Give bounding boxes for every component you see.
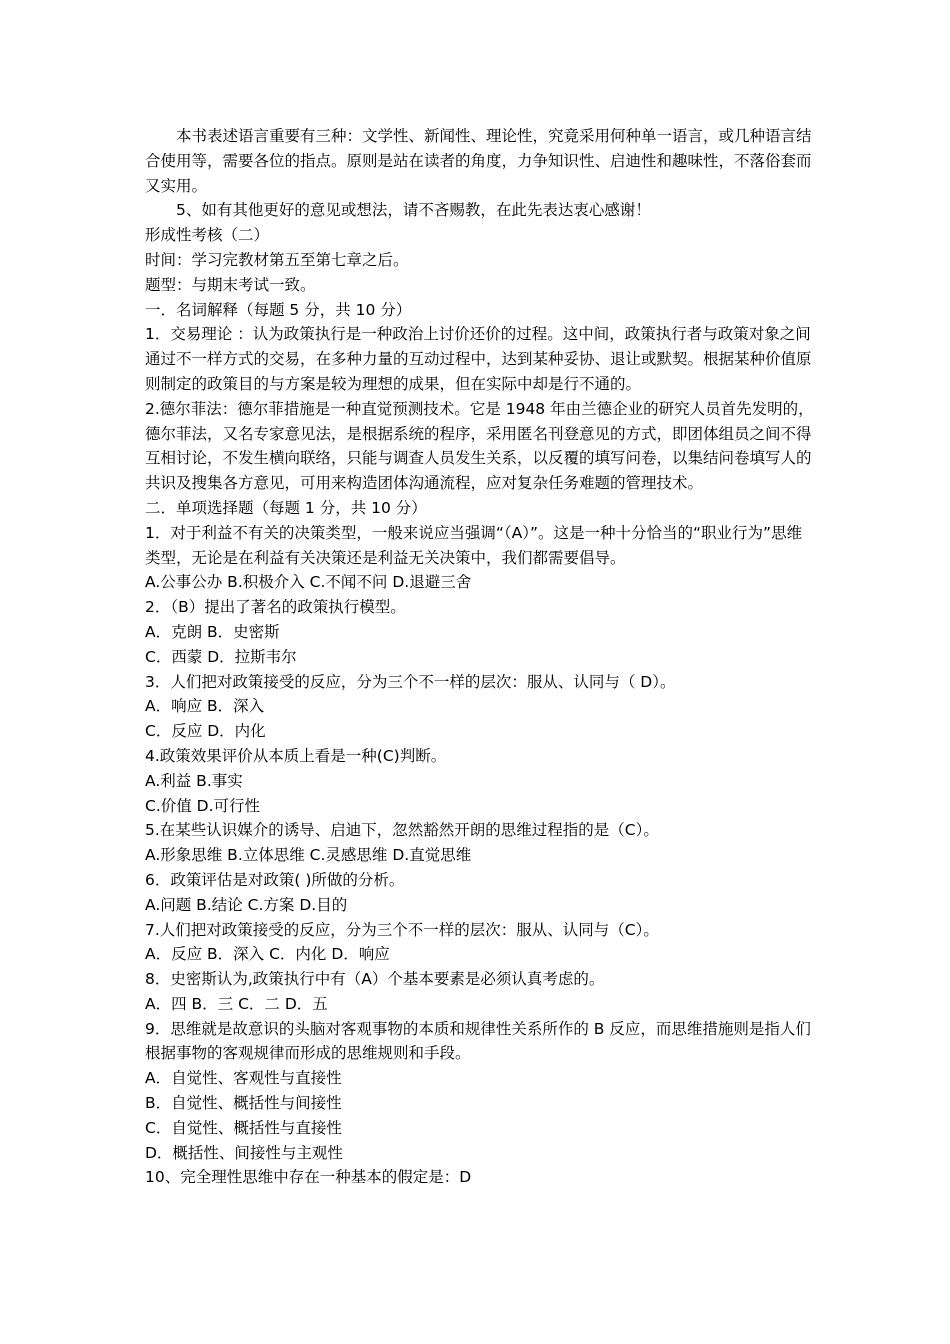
paragraph: A．自觉性、客观性与直接性 (145, 1069, 342, 1088)
paragraph: 8．史密斯认为,政策执行中有（A）个基本要素是必须认真考虑的。 (145, 970, 605, 989)
paragraph: 9．思维就是故意识的头脑对客观事物的本质和规律性关系所作的 B 反应，而思维措施则是指人们根据事物的客观规律而形成的思维规则和手段。 (145, 1019, 811, 1063)
paragraph: 1．对于利益不有关的决策类型，一般来说应当强调“（A）”。这是一种十分恰当的“职业行为”思维类型，无论是在利益有关决策还是利益无关决策中，我们都需要倡导。 (145, 523, 803, 567)
paragraph: C．自觉性、概括性与直接性 (145, 1118, 342, 1137)
paragraph: 形成性考核（二） (145, 226, 270, 245)
paragraph: A．克朗 B．史密斯 (145, 622, 280, 641)
paragraph: 5.在某些认识媒介的诱导、启迪下，忽然豁然开朗的思维过程指的是（C）。 (145, 821, 659, 840)
paragraph: C．西蒙 D．拉斯韦尔 (145, 647, 297, 666)
paragraph: 10、完全理性思维中存在一种基本的假定是：D (145, 1168, 472, 1187)
paragraph: 题型：与期末考试一致。 (145, 275, 316, 294)
paragraph: D．概括性、间接性与主观性 (145, 1143, 343, 1162)
paragraph: C．反应 D．内化 (145, 722, 266, 741)
paragraph: 2．（B）提出了著名的政策执行模型。 (145, 598, 406, 617)
paragraph: 3．人们把对政策接受的反应，分为三个不一样的层次：服从、认同与（ D）。 (145, 672, 676, 691)
paragraph: 6．政策评估是对政策( )所做的分析。 (145, 870, 405, 889)
paragraph: 一．名词解释（每题 5 分，共 10 分） (145, 300, 412, 319)
paragraph: B．自觉性、概括性与间接性 (145, 1094, 342, 1113)
paragraph: 2.德尔菲法：德尔菲措施是一种直觉预测技术。它是 1948 年由兰德企业的研究人员首先发明的，德尔菲法，又名专家意见法，是根据系统的程序，采用匿名刊登意见的方式，即团体组员之间不得互相讨论，不发生横向联络，只能与调查人员发生关系，以反覆的填写问卷，以集结问卷填写人的共识及搜集各方意见，可用来构造团体沟通流程，应对复杂任务难题的管理技术。 (145, 399, 814, 493)
paragraph: A．反应 B．深入 C．内化 D．响应 (145, 945, 390, 964)
paragraph: A．四 B．三 C．二 D．五 (145, 994, 328, 1013)
paragraph: 二．单项选择题（每题 1 分，共 10 分） (145, 498, 427, 517)
paragraph: 4.政策效果评价从本质上看是一种(C)判断。 (145, 746, 447, 765)
paragraph: A．响应 B．深入 (145, 697, 265, 716)
paragraph: A.问题 B.结论 C.方案 D.目的 (145, 895, 348, 914)
paragraph: 7.人们把对政策接受的反应，分为三个不一样的层次：服从、认同与（C）。 (145, 920, 659, 939)
paragraph: 5、如有其他更好的意见或想法，请不吝赐教，在此先表达衷心感谢！ (176, 201, 651, 220)
document-body (145, 124, 815, 1190)
paragraph: A.利益 B.事实 (145, 771, 243, 790)
paragraph: C.价值 D.可行性 (145, 796, 261, 815)
paragraph: 1．交易理论 ：认为政策执行是一种政治上讨价还价的过程。这中间，政策执行者与政策对象之间通过不一样方式的交易，在多种力量的互动过程中，达到某种妥协、退让或默契。根据某种价值原则制定的政策目的与方案是较为理想的成果，但在实际中却是行不通的。 (145, 325, 812, 393)
paragraph: 时间：学习完教材第五至第七章之后。 (145, 250, 409, 269)
paragraph: A.形象思维 B.立体思维 C.灵感思维 D.直觉思维 (145, 846, 472, 865)
paragraph: A.公事公办 B.积极介入 C.不闻不问 D.退避三舍 (145, 573, 472, 592)
paragraph: 本书表述语言重要有三种：文学性、新闻性、理论性，究竟采用何种单一语言，或几种语言结合使用等，需要各位的指点。原则是站在读者的角度，力争知识性、启迪性和趣味性，不落俗套而又实用。 (145, 127, 812, 195)
